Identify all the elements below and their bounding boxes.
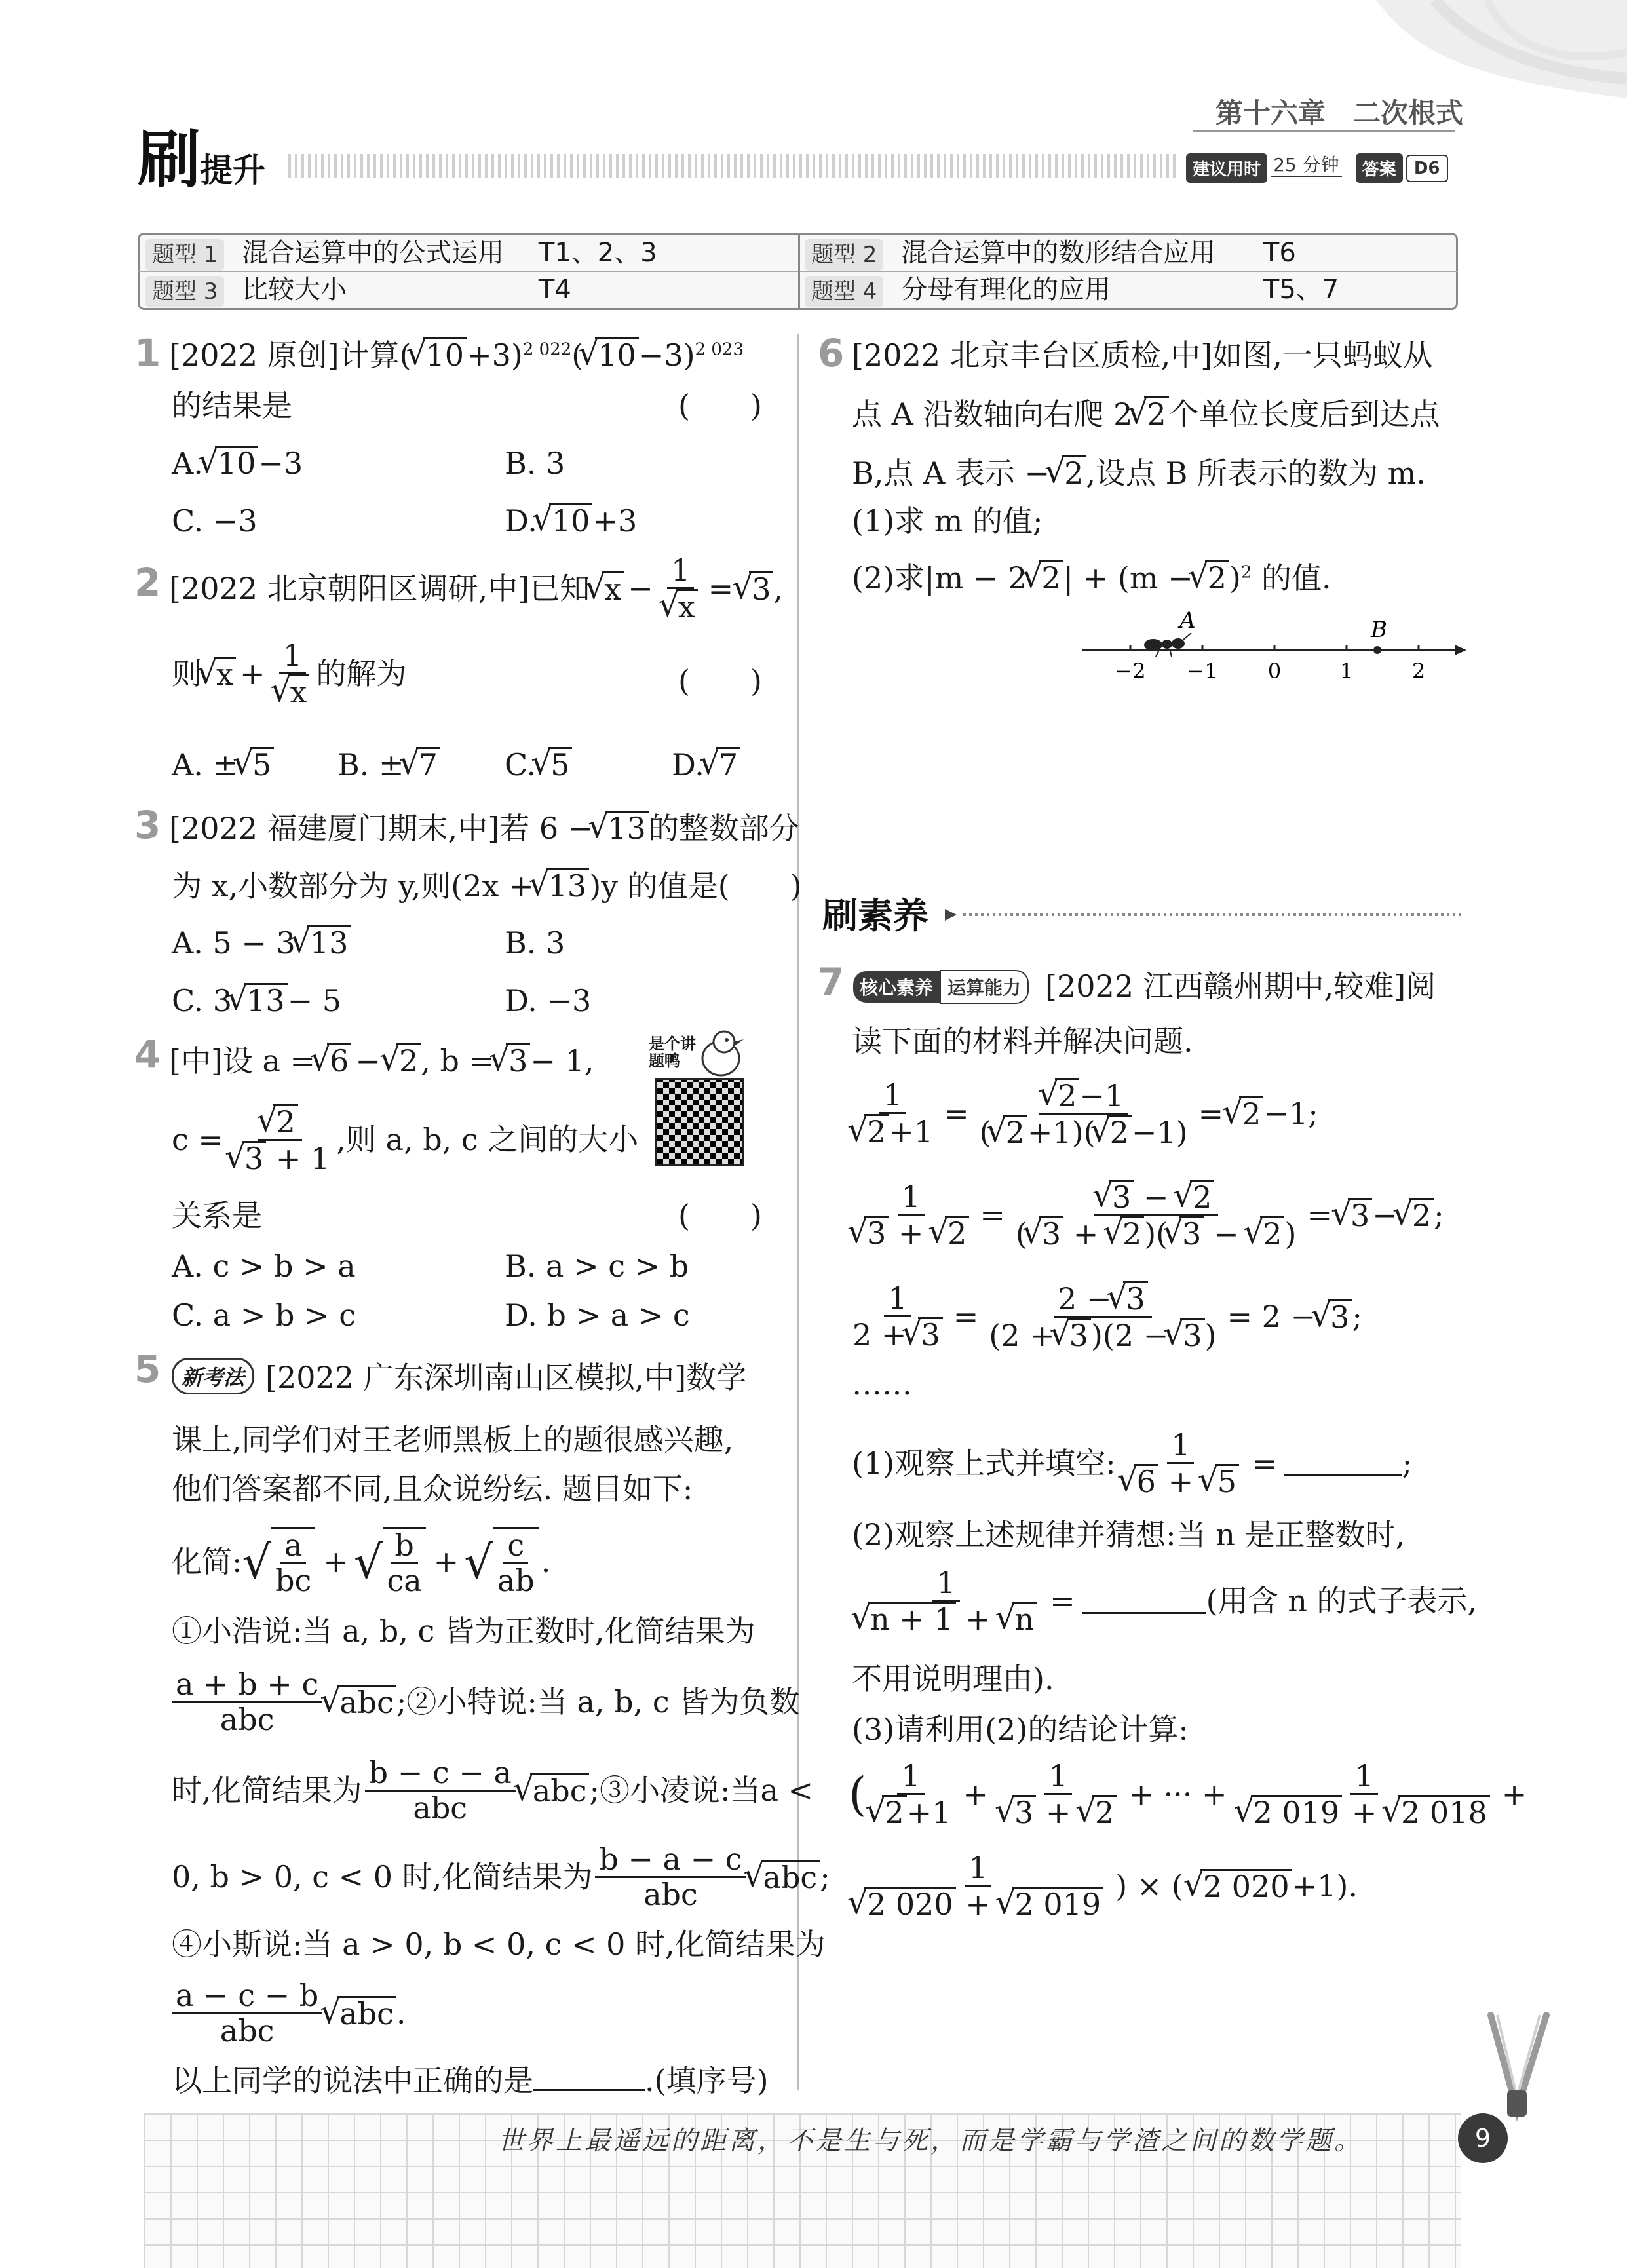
topic-table-vline (798, 233, 800, 310)
q5-ask: 以上同学的说法中正确的是 .(填序号) (172, 2063, 769, 2098)
q5-statement-1: ①小浩说:当 a, b, c 皆为正数时,化简结果为 (172, 1613, 756, 1649)
q5-line1: [2022 广东深圳南山区模拟,中]数学 (265, 1360, 747, 1395)
suggest-time: 25 分钟 (1271, 154, 1342, 177)
topic-row-3 (145, 274, 571, 307)
topic-row-1 (145, 237, 657, 271)
q7-badges: 核心素养 运算能力 (853, 970, 1029, 1004)
chapter-title: 第十六章 二次根式 (1215, 97, 1464, 129)
q6-line1: [2022 北京丰台区质检,中]如图,一只蚂蚁从 (852, 337, 1433, 373)
qr-caption: 是个讲题鸭 (649, 1035, 696, 1071)
topic-tag: 题型 1 (145, 239, 224, 271)
q1-line2: 的结果是 (172, 388, 292, 423)
label-a: A (1179, 609, 1196, 634)
option-d[interactable]: D. b > a > c (505, 1297, 690, 1333)
q6-part1: (1)求 m 的值; (852, 503, 1043, 539)
q7-part2-line3: 不用说明理由). (852, 1661, 1054, 1697)
question-number: 3 (134, 803, 161, 847)
option-b[interactable]: B. 3 (505, 446, 565, 481)
qr-code[interactable] (655, 1078, 744, 1166)
section2-dotted-rule (963, 913, 1461, 916)
option-b[interactable]: B. ±√ 7 (337, 747, 440, 783)
topic-desc: 分母有理化的应用 (901, 275, 1111, 305)
q2-line2: 则 √ x + 1 √ x 的解为 (172, 639, 406, 708)
header-dotted-rule (288, 154, 1179, 178)
section-brush-char: 刷 (138, 123, 201, 197)
q7-part1: (1)观察上式并填空: 1 √ 6 + √ 5 = ; (852, 1429, 1412, 1498)
topic-items: T1、2、3 (538, 238, 657, 268)
suggest-time-box (1186, 151, 1448, 183)
option-a[interactable]: A. 5 − 3√ 13 (172, 925, 351, 961)
ant-icon (1144, 633, 1191, 657)
topic-desc: 混合运算中的公式运用 (242, 238, 505, 268)
axis-arrow-icon (1455, 645, 1466, 655)
question-number: 7 (818, 960, 845, 1005)
column-divider (797, 334, 799, 2090)
topic-tag: 题型 3 (145, 276, 224, 308)
option-b[interactable]: B. a > c > b (505, 1248, 689, 1284)
clip-decoration-icon (1478, 2012, 1563, 2130)
page-number: 9 (1458, 2113, 1508, 2163)
new-method-badge: 新考法 (172, 1358, 254, 1394)
topic-tag: 题型 4 (805, 276, 883, 308)
topic-desc: 混合运算中的数形结合应用 (901, 238, 1216, 268)
q7-line2: 读下面的材料并解决问题. (852, 1024, 1193, 1059)
q7-example-3: $\frac{1}{2 +√ 3}$ = $\frac{2 -√ 3}{(2 +√ 3)(2 -√ 3)}$ = 2 − √ 3 ; (849, 1281, 1362, 1352)
answer-ref: D6 (1406, 155, 1448, 182)
axis-tick-label: 1 (1339, 659, 1354, 683)
q4-line2: c = √ 2 √ 3 + 1 ,则 a, b, c 之间的大小 (172, 1104, 638, 1175)
answer-blank[interactable] (533, 2065, 645, 2091)
option-d[interactable]: D.√ 10+3 (505, 503, 637, 539)
q7-example-2: 1 √ 3 + √ 2 = √ $\frac{3 - √ 2}{(√ 3 + √ 2)(√ 3 - √ 2)}$ = √ 3 − √ 2 ; (849, 1180, 1444, 1250)
q6-part2: (2)求|m − 2√ 2| + (m −√ 2)$^2$ 的值. (852, 560, 1331, 596)
option-d[interactable]: D. −3 (505, 983, 592, 1018)
question-number: 4 (134, 1032, 161, 1077)
q7-part2: (2)观察上述规律并猜想:当 n 是正整数时, (852, 1517, 1406, 1552)
option-c[interactable]: C. 3√ 13− 5 (172, 983, 341, 1019)
q5-line3: 他们答案都不同,且众说纷纭. 题目如下: (172, 1471, 693, 1507)
q5-line2: 课上,同学们对王老师黑板上的题很感兴趣, (172, 1422, 734, 1457)
q5-statement-4: ④小斯说:当 a > 0, b < 0, c < 0 时,化简结果为 (172, 1927, 826, 1962)
axis-tick-label: 2 (1411, 659, 1426, 683)
q7-part3-expr-1: ( 1 √ 2+1 + 1 √ 3 + √ 2 + ··· + 1 √ 2 019 + √ 2 018 + (849, 1759, 1532, 1829)
suggest-label: 建议用时 (1186, 153, 1267, 183)
topic-desc: 比较大小 (242, 275, 347, 305)
option-b[interactable]: B. 3 (505, 925, 565, 961)
answer-label: 答案 (1356, 153, 1403, 183)
number-line-figure (1075, 609, 1468, 688)
triangle-marker-icon (944, 908, 958, 922)
q3-line1: [2022 福建厦门期末,中]若 6 −√ 13的整数部分 (169, 811, 799, 847)
topic-row-4 (805, 274, 1339, 307)
q5-simplify: 化简: √ $\frac{a}{bc}$ + √ $\frac{b}{ca}$ + √ $\frac{c}{ab}$ . (172, 1528, 551, 1598)
q7-part3-expr-2: 1 √ 2 020 + √ 2 019 ) × ( √ 2 020 +1). (849, 1851, 1358, 1921)
q5-statement-3: 0, b > 0, c < 0 时,化简结果为 $\frac{b - a - c}{\text{abc}}$ √ abc ; (172, 1843, 830, 1911)
option-c[interactable]: C. −3 (172, 503, 258, 539)
q7-part3: (3)请利用(2)的结论计算: (852, 1712, 1189, 1747)
question-number: 5 (134, 1347, 161, 1391)
label-b: B (1371, 617, 1387, 643)
answer-blank[interactable] (1284, 1450, 1402, 1476)
q5-statement-1b: $\frac{a + b + c}{\text{abc}}$ √ abc ;②小特说:当 a, b, c 皆为负数 (172, 1668, 799, 1736)
question-number: 6 (818, 331, 845, 375)
q5-statement-4b: $\frac{a - c - b}{\text{abc}}$ √ abc . (172, 1979, 406, 2047)
point-b (1373, 646, 1381, 654)
answer-paren: ( ) (678, 1198, 762, 1233)
axis-tick-label: −2 (1115, 659, 1146, 683)
axis-tick-label: −1 (1187, 659, 1218, 683)
q4-line1: [中]设 a =√ 6 −√ 2, b =√ 3− 1, (169, 1043, 594, 1079)
topic-items: T4 (538, 275, 571, 305)
option-c[interactable]: C. a > b > c (172, 1297, 356, 1333)
q7-ellipsis: …… (852, 1366, 912, 1402)
topic-tag: 题型 2 (805, 239, 883, 271)
q1-line1: [2022 原创]计算(√ 10+3)$^{2 022}$(√ 10−3)$^{2 023}$ (169, 337, 744, 374)
q3-line2: 为 x,小数部分为 y,则(2x +√ 13)y 的值是( ) (172, 868, 802, 904)
q7-example-1: 1 √ 2+1 = √ $\frac{2-1}{(√ 2+1)(√ 2-1)}$ = √ 2 −1; (849, 1078, 1318, 1149)
duck-mascot-icon (691, 1022, 750, 1081)
answer-paren: ( ) (678, 388, 762, 423)
footer-motto: 世界上最遥远的距离，不是生与死，而是学霸与学渣之间的数学题。 (498, 2126, 1363, 2156)
option-a[interactable]: A.√ 10−3 (172, 446, 303, 482)
answer-blank[interactable] (1082, 1588, 1206, 1614)
q2-line1: [2022 北京朝阳区调研,中]已知 √ x − 1 √ x = √ 3 , (169, 554, 783, 623)
q5-statement-2: 时,化简结果为 $\frac{b - c - a}{\text{abc}}$ √ abc ;③小凌说:当a < (172, 1756, 813, 1824)
question-number: 2 (134, 560, 161, 605)
section2-title: 刷素养 (822, 894, 928, 936)
option-a[interactable]: A. c > b > a (172, 1248, 356, 1284)
chapter-underline (1193, 130, 1455, 132)
option-d[interactable]: D.√ 7 (672, 747, 740, 783)
section-title: 提升 (200, 151, 265, 189)
q6-line2: 点 A 沿数轴向右爬 2√ 2个单位长度后到达点 (852, 396, 1440, 432)
option-c[interactable]: C.√ 5 (505, 747, 572, 783)
topic-items: T6 (1263, 238, 1296, 268)
q4-line3: 关系是 (172, 1198, 262, 1233)
option-a[interactable]: A. ±√ 5 (172, 747, 274, 783)
q7-line1: [2022 江西赣州期中,较难]阅 (1045, 969, 1436, 1004)
topic-items: T5、7 (1263, 275, 1339, 305)
answer-paren: ( ) (678, 663, 762, 699)
q7-part2-formula: 1 √ n + 1 + √ n = (用含 n 的式子表示, (852, 1566, 1477, 1636)
axis-tick-label: 0 (1267, 659, 1282, 683)
question-number: 1 (134, 331, 161, 375)
topic-row-2 (805, 237, 1296, 271)
q6-line3: B,点 A 表示 −√ 2,设点 B 所表示的数为 m. (852, 455, 1426, 491)
